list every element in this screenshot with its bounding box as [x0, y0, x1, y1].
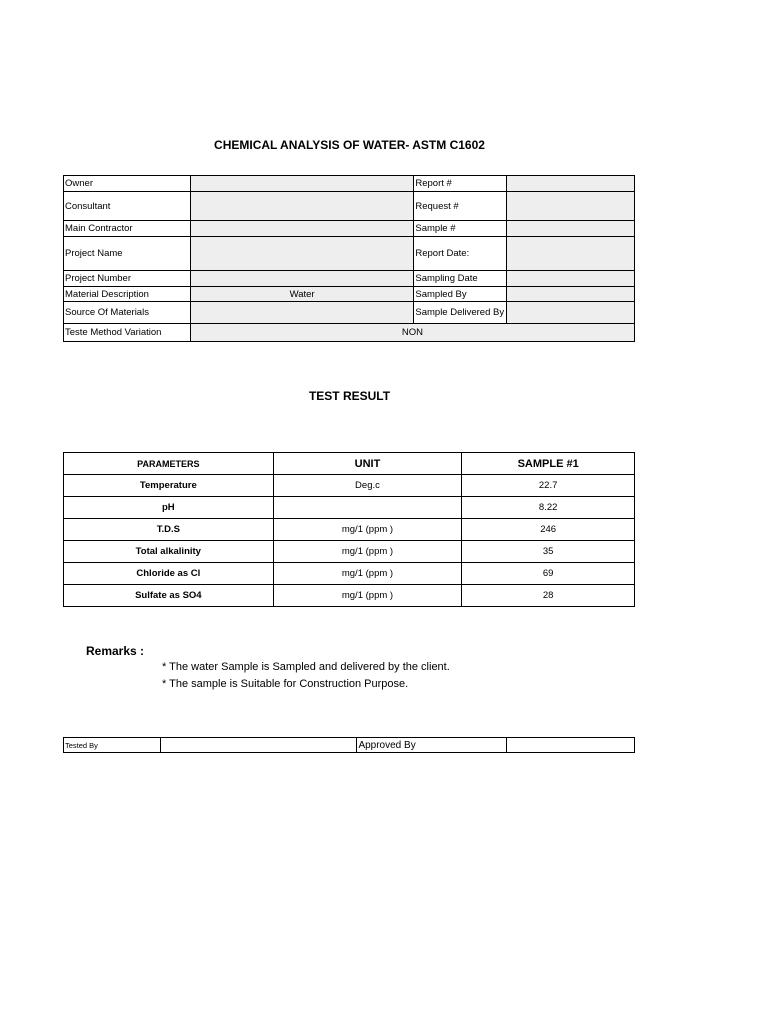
parameter-cell: Total alkalinity: [64, 541, 274, 563]
material-description-value: Water: [190, 287, 414, 302]
main-contractor-label: Main Contractor: [64, 221, 191, 237]
parameter-cell: T.D.S: [64, 519, 274, 541]
table-row: [64, 519, 635, 541]
table-row: [64, 563, 635, 585]
remark-line: * The water Sample is Sampled and delivered by the client.: [162, 661, 450, 673]
report-date-label: Report Date:: [414, 237, 507, 271]
tested-by-value[interactable]: [160, 738, 357, 753]
table-row: [64, 475, 635, 497]
project-name-label: Project Name: [64, 237, 191, 271]
parameter-cell: Temperature: [64, 475, 274, 497]
report-no-label: Report #: [414, 176, 507, 192]
value-cell: 8.22: [462, 497, 635, 519]
consultant-label: Consultant: [64, 192, 191, 221]
project-number-value[interactable]: [190, 271, 414, 287]
method-variation-label: Teste Method Variation: [64, 324, 191, 342]
main-contractor-value[interactable]: [190, 221, 414, 237]
sample-header: SAMPLE #1: [462, 453, 635, 475]
unit-cell: [273, 497, 462, 519]
project-number-label: Project Number: [64, 271, 191, 287]
method-variation-value: NON: [190, 324, 634, 342]
table-row: [64, 585, 635, 607]
unit-cell: Deg.c: [273, 475, 462, 497]
unit-cell: mg/1 (ppm ): [273, 541, 462, 563]
parameter-cell: Chloride as Cl: [64, 563, 274, 585]
unit-cell: mg/1 (ppm ): [273, 519, 462, 541]
value-cell: 35: [462, 541, 635, 563]
report-no-value[interactable]: [507, 176, 635, 192]
page-title: CHEMICAL ANALYSIS OF WATER- ASTM C1602: [214, 138, 485, 152]
sampled-by-value[interactable]: [507, 287, 635, 302]
sample-delivered-by-value[interactable]: [507, 302, 635, 324]
request-no-value[interactable]: [507, 192, 635, 221]
approved-by-label: Approved By: [357, 738, 507, 753]
parameter-cell: Sulfate as SO4: [64, 585, 274, 607]
owner-value[interactable]: [190, 176, 414, 192]
unit-cell: mg/1 (ppm ): [273, 563, 462, 585]
source-of-materials-value[interactable]: [190, 302, 414, 324]
parameter-cell: pH: [64, 497, 274, 519]
table-row: [64, 541, 635, 563]
tested-by-label: Tested By: [64, 738, 161, 753]
unit-cell: mg/1 (ppm ): [273, 585, 462, 607]
sampling-date-label: Sampling Date: [414, 271, 507, 287]
parameters-header: PARAMETERS: [64, 453, 274, 475]
signoff-table: [63, 737, 635, 753]
value-cell: 22.7: [462, 475, 635, 497]
sample-no-value[interactable]: [507, 221, 635, 237]
project-name-value[interactable]: [190, 237, 414, 271]
sample-delivered-by-label: Sample Delivered By: [414, 302, 507, 324]
test-result-table: [63, 452, 635, 607]
test-result-title: TEST RESULT: [308, 389, 391, 403]
sample-no-label: Sample #: [414, 221, 507, 237]
sampled-by-label: Sampled By: [414, 287, 507, 302]
report-date-value[interactable]: [507, 237, 635, 271]
owner-label: Owner: [64, 176, 191, 192]
value-cell: 28: [462, 585, 635, 607]
sampling-date-value[interactable]: [507, 271, 635, 287]
project-info-table: [63, 175, 635, 342]
remark-line: * The sample is Suitable for Construction Purpose.: [162, 678, 409, 690]
consultant-value[interactable]: [190, 192, 414, 221]
approved-by-value[interactable]: [507, 738, 635, 753]
source-of-materials-label: Source Of Materials: [64, 302, 191, 324]
table-row: [64, 497, 635, 519]
request-no-label: Request #: [414, 192, 507, 221]
value-cell: 246: [462, 519, 635, 541]
unit-header: UNIT: [273, 453, 462, 475]
material-description-label: Material Description: [64, 287, 191, 302]
value-cell: 69: [462, 563, 635, 585]
remarks-label: Remarks :: [86, 644, 145, 658]
result-header-row: [64, 453, 635, 475]
